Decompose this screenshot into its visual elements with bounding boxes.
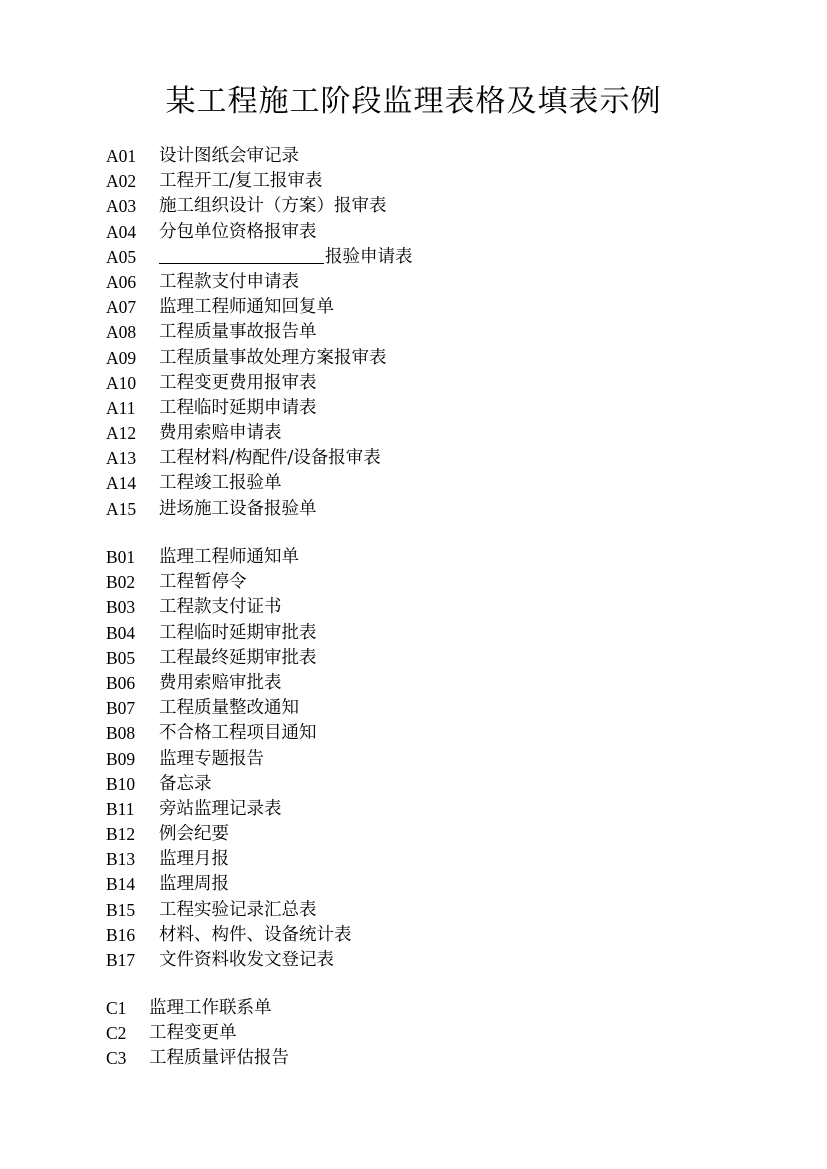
list-item [106, 245, 413, 270]
form-code: A15 [106, 498, 137, 519]
form-name: 工程款支付申请表 [159, 271, 299, 292]
form-code: A02 [106, 171, 137, 192]
form-code: B08 [106, 723, 136, 744]
form-name: 工程暂停令 [159, 572, 247, 593]
form-list-b [106, 545, 352, 973]
form-code: B14 [106, 874, 136, 895]
list-item [106, 396, 413, 421]
list-item [106, 822, 352, 847]
form-code: B03 [106, 597, 136, 618]
form-code: A10 [106, 372, 137, 393]
form-code: B04 [106, 622, 136, 643]
form-name: 进场施工设备报验单 [159, 498, 317, 519]
form-code: B13 [106, 849, 136, 870]
form-name: 工程最终延期审批表 [159, 647, 317, 668]
list-item [106, 595, 352, 620]
list-item [106, 295, 413, 320]
form-name: 监理工程师通知回复单 [159, 297, 334, 318]
list-item [106, 872, 352, 897]
form-name: 工程临时延期申请表 [159, 397, 317, 418]
list-item [106, 797, 352, 822]
form-name: 工程材料/构配件/设备报审表 [159, 448, 381, 469]
list-item [106, 948, 352, 973]
form-code: A04 [106, 221, 137, 242]
list-item [106, 996, 289, 1021]
form-name: 报验申请表 [325, 246, 413, 267]
list-item [106, 169, 413, 194]
form-name: 工程实验记录汇总表 [159, 899, 317, 920]
form-name: 监理专题报告 [159, 748, 264, 769]
list-item [106, 421, 413, 446]
form-name: 旁站监理记录表 [159, 798, 282, 819]
form-name: 工程临时延期审批表 [159, 622, 317, 643]
list-item [106, 847, 352, 872]
form-list-a [106, 144, 413, 522]
form-name: 监理月报 [159, 849, 229, 870]
form-list-c [106, 996, 289, 1072]
list-item [106, 471, 413, 496]
form-code: C3 [106, 1048, 127, 1069]
form-code: B07 [106, 698, 136, 719]
list-item [106, 320, 413, 345]
form-code: A12 [106, 423, 137, 444]
form-code: B10 [106, 773, 136, 794]
form-code: C2 [106, 1023, 127, 1044]
form-name: 例会纪要 [159, 824, 229, 845]
list-item [106, 570, 352, 595]
form-name: 不合格工程项目通知 [159, 723, 317, 744]
list-item [106, 446, 413, 471]
list-item [106, 346, 413, 371]
form-code: A11 [106, 397, 136, 418]
list-item [106, 747, 352, 772]
form-code: A08 [106, 322, 137, 343]
list-item [106, 923, 352, 948]
form-code: B09 [106, 748, 136, 769]
form-name: 监理工程师通知单 [159, 547, 299, 567]
form-name: 费用索赔审批表 [159, 672, 282, 693]
form-code: A01 [106, 146, 137, 166]
form-code: A13 [106, 448, 137, 469]
page-title: 某工程施工阶段监理表格及填表示例 [165, 84, 662, 119]
form-code: B17 [106, 950, 136, 970]
list-item [106, 371, 413, 396]
list-item [106, 144, 413, 169]
form-name: 工程质量评估报告 [149, 1048, 289, 1069]
form-code: A03 [106, 196, 137, 217]
list-item [106, 220, 413, 245]
form-name: 备忘录 [159, 773, 212, 794]
list-item [106, 772, 352, 797]
blank-underline [159, 245, 324, 264]
form-name: 工程变更费用报审表 [159, 372, 317, 393]
form-name: 监理工作联系单 [149, 998, 272, 1018]
list-item [106, 545, 352, 570]
form-name: 工程开工/复工报审表 [159, 171, 323, 192]
list-item [106, 696, 352, 721]
form-code: B02 [106, 572, 136, 593]
list-item [106, 497, 413, 522]
form-code: B01 [106, 547, 136, 567]
list-item [106, 270, 413, 295]
form-code: A09 [106, 347, 137, 368]
form-code: A05 [106, 246, 137, 267]
form-name: 文件资料收发文登记表 [159, 950, 334, 970]
form-code: B06 [106, 672, 136, 693]
list-item [106, 1046, 289, 1071]
form-name: 工程质量事故处理方案报审表 [159, 347, 387, 368]
form-code: B05 [106, 647, 136, 668]
list-item [106, 898, 352, 923]
form-code: C1 [106, 998, 127, 1018]
list-item [106, 721, 352, 746]
form-code: B15 [106, 899, 136, 920]
form-name: 工程款支付证书 [159, 597, 282, 618]
form-name: 监理周报 [159, 874, 229, 895]
form-name: 工程竣工报验单 [159, 473, 282, 494]
form-name: 分包单位资格报审表 [159, 221, 317, 242]
list-item [106, 646, 352, 671]
list-item [106, 621, 352, 646]
form-name: 施工组织设计（方案）报审表 [159, 196, 387, 217]
form-code: A07 [106, 297, 137, 318]
form-name: 费用索赔申请表 [159, 423, 282, 444]
list-item [106, 194, 413, 219]
form-name: 工程变更单 [149, 1023, 237, 1044]
form-name: 材料、构件、设备统计表 [159, 924, 352, 945]
form-code: A06 [106, 271, 137, 292]
form-name: 设计图纸会审记录 [159, 146, 299, 166]
form-code: A14 [106, 473, 137, 494]
form-name: 工程质量整改通知 [159, 698, 299, 719]
list-item [106, 1021, 289, 1046]
form-code: B11 [106, 798, 135, 819]
list-item [106, 671, 352, 696]
form-code: B12 [106, 824, 136, 845]
form-code: B16 [106, 924, 136, 945]
form-name: 工程质量事故报告单 [159, 322, 317, 343]
